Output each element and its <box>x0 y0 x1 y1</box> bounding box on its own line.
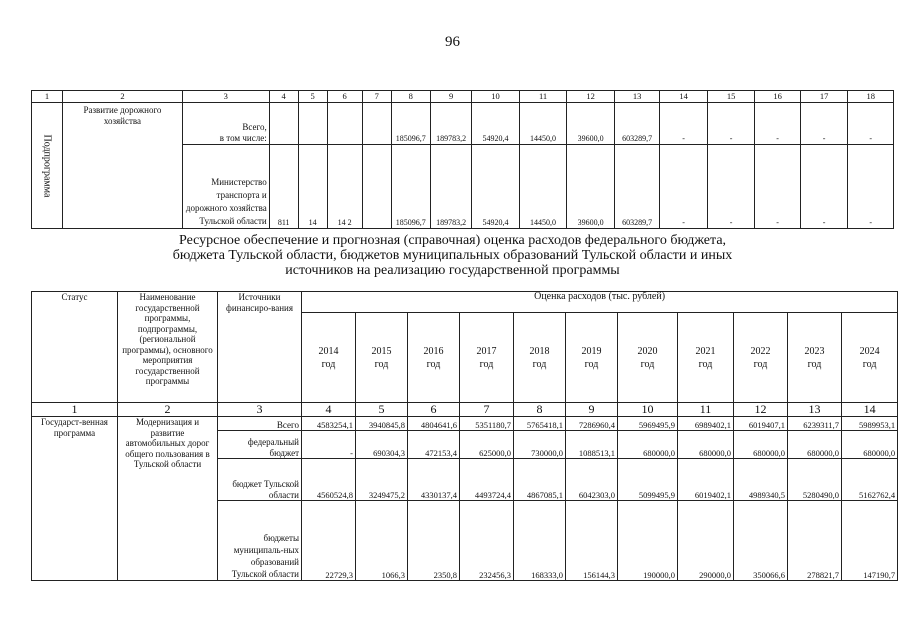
resource-table <box>31 291 898 581</box>
cell: - <box>707 103 755 145</box>
column-index-cell: 6 <box>408 403 460 417</box>
cell: 811 <box>269 145 298 229</box>
cell: 2350,8 <box>408 501 460 581</box>
source-cell: бюджеты муниципаль-ных образований Тульской области <box>218 501 302 581</box>
cell: 189783,2 <box>430 103 471 145</box>
cell: 39600,0 <box>567 103 615 145</box>
cell: 22729,3 <box>302 501 356 581</box>
column-index-cell: 12 <box>734 403 788 417</box>
cell: 185096,7 <box>391 103 430 145</box>
cell: 6042303,0 <box>566 459 618 501</box>
cell: 4330137,4 <box>408 459 460 501</box>
year-header-cell: 2015 год <box>356 313 408 403</box>
cell: 680000,0 <box>842 431 898 459</box>
cell: 54920,4 <box>472 145 520 229</box>
cell: - <box>707 145 755 229</box>
cell: 6019407,1 <box>734 417 788 431</box>
table-row <box>32 417 898 431</box>
cell: 6019402,1 <box>678 459 734 501</box>
source-cell: федеральный бюджет <box>218 431 302 459</box>
cell: 147190,7 <box>842 501 898 581</box>
column-index-cell: 11 <box>678 403 734 417</box>
cell: 4989340,5 <box>734 459 788 501</box>
cell: 603289,7 <box>614 103 659 145</box>
cell: 6989402,1 <box>678 417 734 431</box>
column-index-cell: 4 <box>269 91 298 103</box>
cell: 350066,6 <box>734 501 788 581</box>
year-header-cell: 2024 год <box>842 313 898 403</box>
cell: 603289,7 <box>614 145 659 229</box>
cell: 39600,0 <box>567 145 615 229</box>
cell: - <box>800 103 848 145</box>
header-row <box>32 292 898 313</box>
cell: 5280490,0 <box>788 459 842 501</box>
cell: 290000,0 <box>678 501 734 581</box>
cell: - <box>800 145 848 229</box>
cell: - <box>302 431 356 459</box>
column-index-cell: 12 <box>567 91 615 103</box>
cell: 5765418,1 <box>514 417 566 431</box>
cell: 156144,3 <box>566 501 618 581</box>
year-header-cell: 2016 год <box>408 313 460 403</box>
year-header-cell: 2017 год <box>460 313 514 403</box>
cell: 189783,2 <box>430 145 471 229</box>
source-cell: бюджет Тульской области <box>218 459 302 501</box>
header-name: Наименование государственной программы, подпрограммы, (региональной программы), основного мероприятия государственной программы <box>118 292 218 403</box>
cell: 14450,0 <box>519 145 567 229</box>
cell: 3249475,2 <box>356 459 408 501</box>
cell: 680000,0 <box>788 431 842 459</box>
cell: 1066,3 <box>356 501 408 581</box>
cell: 185096,7 <box>391 145 430 229</box>
cell: 278821,7 <box>788 501 842 581</box>
section-title <box>0 233 905 278</box>
column-index-cell: 2 <box>63 91 183 103</box>
cell: 680000,0 <box>678 431 734 459</box>
column-index-row <box>32 91 894 103</box>
year-header-cell: 2020 год <box>618 313 678 403</box>
cell: 5969495,9 <box>618 417 678 431</box>
year-header-cell: 2022 год <box>734 313 788 403</box>
cell: 4804641,6 <box>408 417 460 431</box>
column-index-cell: 1 <box>32 403 118 417</box>
column-index-cell: 11 <box>519 91 567 103</box>
cell: - <box>848 103 894 145</box>
column-index-cell: 2 <box>118 403 218 417</box>
cell: 5351180,7 <box>460 417 514 431</box>
cell: - <box>660 103 708 145</box>
cell: 5989953,1 <box>842 417 898 431</box>
page-number: 96 <box>445 34 460 50</box>
cell: 680000,0 <box>618 431 678 459</box>
cell: - <box>660 145 708 229</box>
source-total: Всего, в том числе: <box>182 103 269 145</box>
column-index-cell: 5 <box>298 91 327 103</box>
column-index-cell: 9 <box>430 91 471 103</box>
cell: 625000,0 <box>460 431 514 459</box>
column-index-cell: 10 <box>618 403 678 417</box>
program-name-cell: Модернизация и развитие автомобильных дорог общего пользования в Тульской области <box>118 417 218 581</box>
column-index-cell: 10 <box>472 91 520 103</box>
cell: - <box>848 145 894 229</box>
source-cell: Всего <box>218 417 302 431</box>
year-header-cell: 2018 год <box>514 313 566 403</box>
year-header-cell: 2021 год <box>678 313 734 403</box>
column-index-cell: 5 <box>356 403 408 417</box>
source-ministry: Министерство транспорта и дорожного хозяйства Тульской области <box>182 145 269 229</box>
column-index-cell: 3 <box>218 403 302 417</box>
cell: 1088513,1 <box>566 431 618 459</box>
column-index-cell: 13 <box>614 91 659 103</box>
column-index-cell: 6 <box>327 91 362 103</box>
year-header-cell: 2014 год <box>302 313 356 403</box>
cell: 7286960,4 <box>566 417 618 431</box>
column-index-cell: 3 <box>182 91 269 103</box>
cell: 4583254,1 <box>302 417 356 431</box>
column-index-cell: 18 <box>848 91 894 103</box>
header-sources: Источники финансиро-вания <box>218 292 302 403</box>
cell: - <box>755 145 800 229</box>
cell: 472153,4 <box>408 431 460 459</box>
cell: 14 2 <box>327 145 362 229</box>
cell: 168333,0 <box>514 501 566 581</box>
column-index-row <box>32 403 898 417</box>
column-index-cell: 8 <box>514 403 566 417</box>
column-index-cell: 7 <box>460 403 514 417</box>
header-estimate: Оценка расходов (тыс. рублей) <box>302 292 898 313</box>
section-title-text: Ресурсное обеспечение и прогнозная (справочная) оценка расходов федерального бюджета, бюджета Тульской области, бюджетов муниципальных образований Тульской области и иных источников на реализацию государственной программы <box>172 233 733 278</box>
cell: 5162762,4 <box>842 459 898 501</box>
column-index-cell: 13 <box>788 403 842 417</box>
cell: 232456,3 <box>460 501 514 581</box>
subprogram-name: Развитие дорожного хозяйства <box>63 103 183 229</box>
column-index-cell: 16 <box>755 91 800 103</box>
status-cell: Государст-венная программа <box>32 417 118 581</box>
cell: 4560524,8 <box>302 459 356 501</box>
column-index-cell: 15 <box>707 91 755 103</box>
column-index-cell: 8 <box>391 91 430 103</box>
cell: 4867085,1 <box>514 459 566 501</box>
cell: 3940845,8 <box>356 417 408 431</box>
cell: 690304,3 <box>356 431 408 459</box>
header-status: Статус <box>32 292 118 403</box>
column-index-cell: 4 <box>302 403 356 417</box>
vertical-label-cell <box>32 103 63 229</box>
cell: 5099495,9 <box>618 459 678 501</box>
cell: 190000,0 <box>618 501 678 581</box>
column-index-cell: 17 <box>800 91 848 103</box>
year-header-cell: 2023 год <box>788 313 842 403</box>
cell: 14450,0 <box>519 103 567 145</box>
cell: 6239311,7 <box>788 417 842 431</box>
year-header-cell: 2019 год <box>566 313 618 403</box>
vertical-label: Подпрограмма <box>41 134 53 197</box>
cell: 14 <box>298 145 327 229</box>
column-index-cell: 1 <box>32 91 63 103</box>
cell: 680000,0 <box>734 431 788 459</box>
column-index-cell: 7 <box>362 91 391 103</box>
column-index-cell: 14 <box>660 91 708 103</box>
column-index-cell: 9 <box>566 403 618 417</box>
cell: 730000,0 <box>514 431 566 459</box>
cell: 54920,4 <box>472 103 520 145</box>
cell: 4493724,4 <box>460 459 514 501</box>
subprogram-table <box>31 90 894 229</box>
table-row <box>32 103 894 145</box>
cell: - <box>755 103 800 145</box>
column-index-cell: 14 <box>842 403 898 417</box>
